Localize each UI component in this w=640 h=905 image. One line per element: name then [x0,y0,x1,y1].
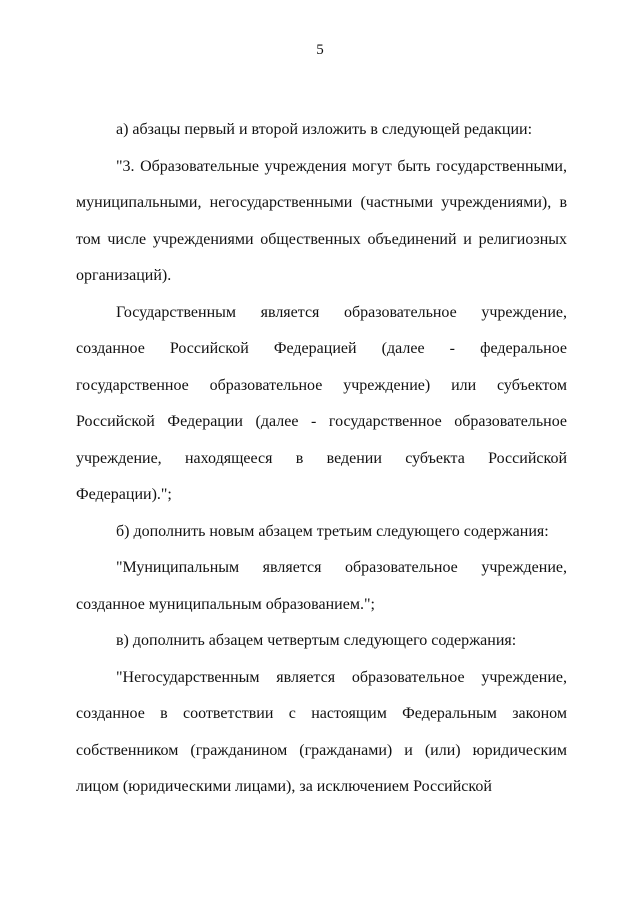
paragraph-state-institution: Государственным является образовательное учреждение, созданное Российской Федерацией (далее - федеральное государственное образовательное учреждение) или субъектом Российской Федерации (далее - государственное образовательное учреждение, находящееся в ведении субъекта Российской Федерации)."; [76,303,567,503]
paragraph-amendment-b: б) дополнить новым абзацем третьим следующего содержания: [116,522,549,540]
paragraph-municipal-institution: "Муниципальным является образовательное учреждение, созданное муниципальным образованием."; [76,559,567,613]
paragraph-amendment-v: в) дополнить абзацем четвертым следующего содержания: [116,632,517,649]
page-number: 5 [316,42,324,58]
document-body [76,112,567,806]
paragraph-clause-3: "3. Образовательные учреждения могут быть государственными, муниципальными, негосударственными (частными учреждениями), в том числе учреждениями общественных объединений и религиозных организаций). [76,157,567,284]
paragraph-amendment-a: а) абзацы первый и второй изложить в следующей редакции: [116,121,533,138]
paragraph-nonstate-institution: "Негосударственным является образовательное учреждение, созданное в соответствии с настоящим Федеральным законом собственником (гражданином (гражданами) и (или) юридическим лицом (юридическими лицами), за исключением Российской [76,668,567,795]
